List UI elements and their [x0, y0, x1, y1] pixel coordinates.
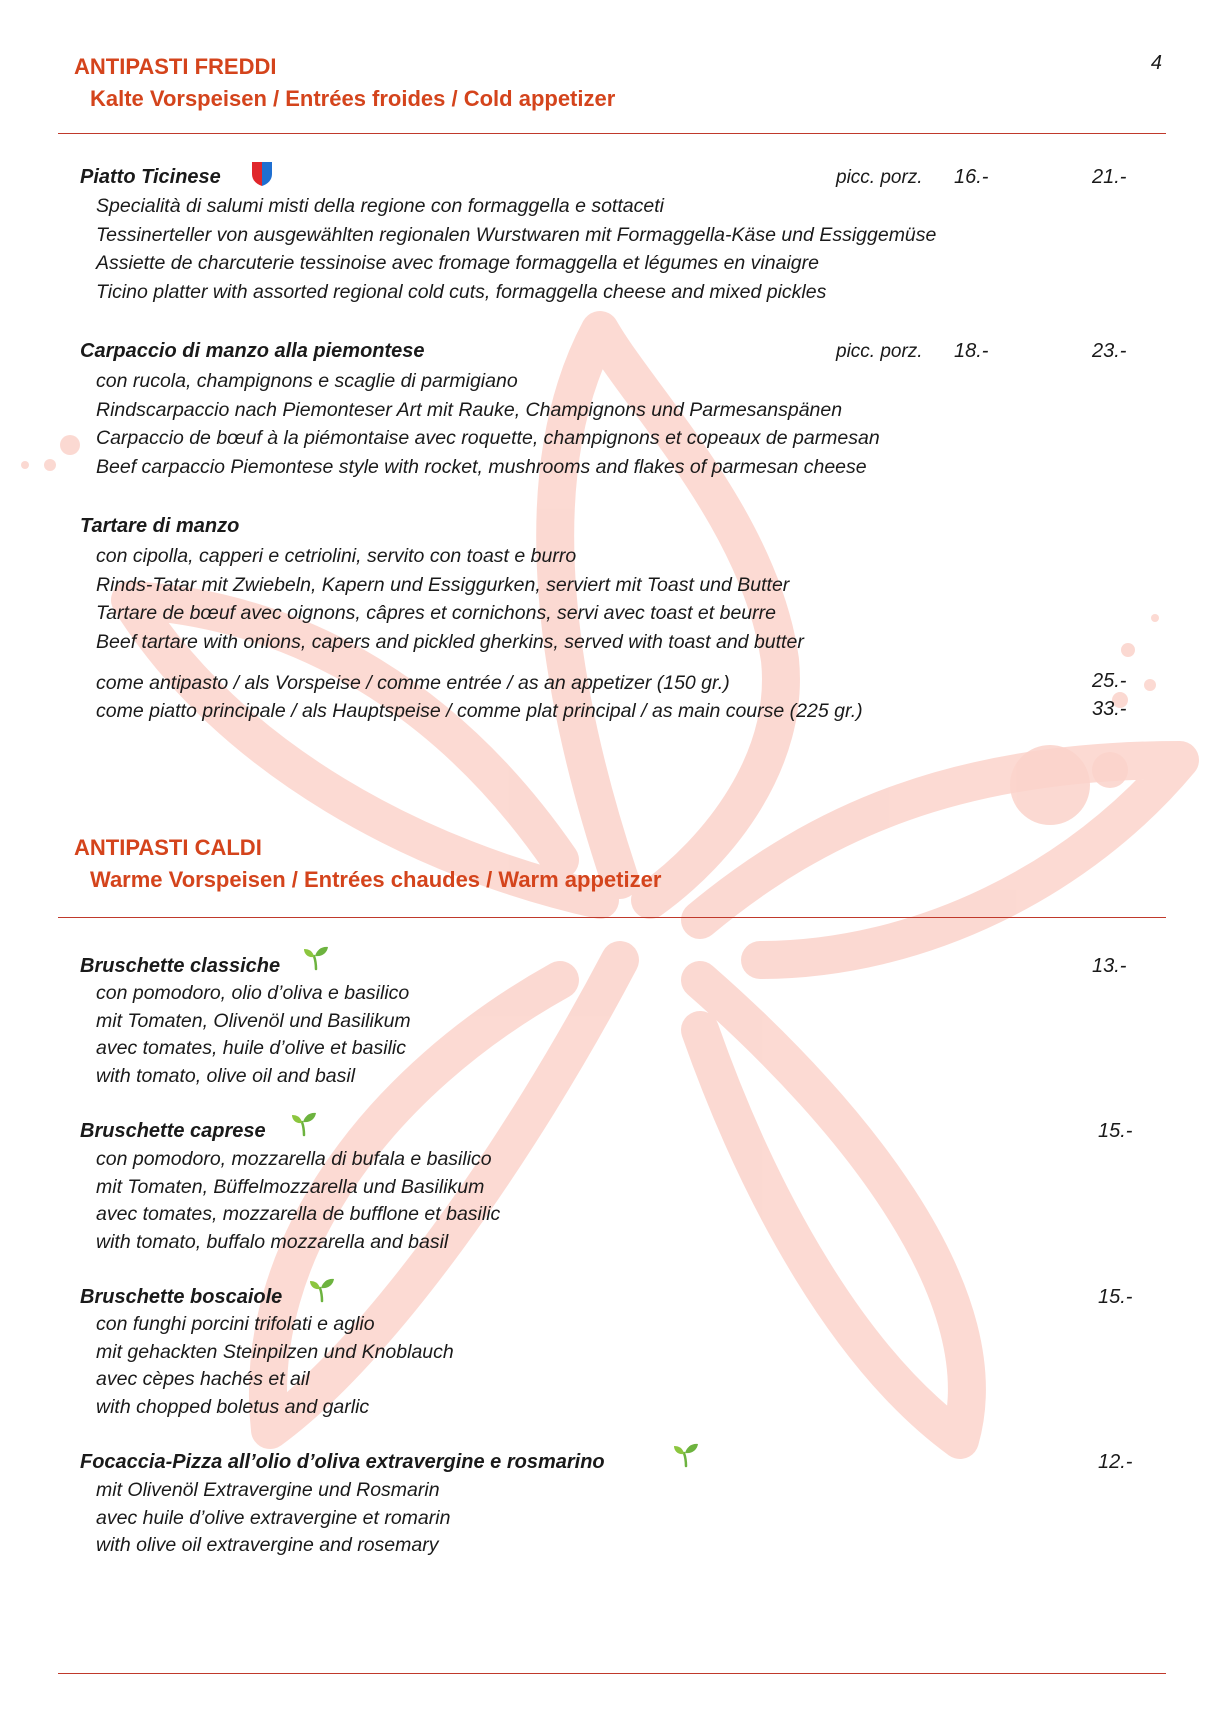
- dish-name: Bruschette caprese: [80, 1120, 266, 1142]
- divider: [58, 133, 1166, 134]
- desc-line: Beef carpaccio Piemontese style with rocket, mushrooms and flakes of parmesan cheese: [96, 455, 867, 478]
- desc-line: con rucola, champignons e scaglie di parmigiano: [96, 370, 518, 392]
- price: 25.-: [1092, 670, 1127, 692]
- dish-description: [96, 542, 804, 656]
- desc-line: mit Tomaten, Olivenöl und Basilikum: [96, 1009, 411, 1032]
- price: 15.-: [1098, 1120, 1133, 1142]
- price: 21.-: [1092, 166, 1127, 188]
- small-portion-label: picc. porz.: [836, 167, 923, 188]
- desc-line: avec tomates, mozzarella de bufflone et basilic: [96, 1203, 501, 1225]
- desc-line: Rindscarpaccio nach Piemonteser Art mit Rauke, Champignons und Parmesanspänen: [96, 398, 843, 421]
- dish-description: [96, 367, 880, 481]
- section-title-warm: ANTIPASTI CALDI: [74, 835, 262, 860]
- small-portion-label: picc. porz.: [836, 341, 923, 362]
- ticino-shield-icon: [250, 160, 274, 188]
- desc-line: con funghi porcini trifolati e aglio: [96, 1313, 375, 1335]
- dish-name: Carpaccio di manzo alla piemontese: [80, 340, 425, 362]
- dish-name: Bruschette classiche: [80, 955, 281, 977]
- dish-description: [96, 1146, 500, 1256]
- desc-line: Rinds-Tatar mit Zwiebeln, Kapern und Essiggurken, serviert mit Toast und Butter: [96, 573, 790, 596]
- vegetarian-sprout-icon: [290, 1111, 318, 1137]
- desc-line: mit gehackten Steinpilzen und Knoblauch: [96, 1340, 454, 1363]
- desc-line: avec cèpes hachés et ail: [96, 1368, 310, 1390]
- price: 13.-: [1092, 955, 1127, 977]
- desc-line: Beef tartare with onions, capers and pickled gherkins, served with toast and butter: [96, 630, 804, 653]
- desc-line: Carpaccio de bœuf à la piémontaise avec roquette, champignons et copeaux de parmesan: [96, 427, 880, 449]
- price: 23.-: [1092, 340, 1127, 362]
- page-number: 4: [1150, 52, 1162, 74]
- dish-name: Tartare di manzo: [80, 515, 240, 537]
- dish-description: [96, 1311, 454, 1421]
- portion-option: come piatto principale / als Hauptspeise / comme plat principal / as main course (225 gr.): [96, 700, 863, 722]
- desc-line: avec huile d’olive extravergine et romarin: [96, 1506, 451, 1529]
- dish-name: Bruschette boscaiole: [80, 1286, 283, 1308]
- price: 33.-: [1092, 698, 1127, 720]
- price-small: 18.-: [954, 340, 989, 362]
- desc-line: con cipolla, capperi e cetriolini, servito con toast e burro: [96, 545, 577, 567]
- desc-line: con pomodoro, mozzarella di bufala e basilico: [96, 1148, 492, 1170]
- dish-description: [96, 980, 411, 1090]
- desc-line: with chopped boletus and garlic: [96, 1395, 370, 1418]
- portion-option: come antipasto / als Vorspeise / comme entrée / as an appetizer (150 gr.): [96, 672, 730, 694]
- desc-line: Assiette de charcuterie tessinoise avec fromage formaggella et légumes en vinaigre: [96, 252, 819, 274]
- vegetarian-sprout-icon: [302, 945, 330, 971]
- section-subtitle-cold: Kalte Vorspeisen / Entrées froides / Cold appetizer: [90, 86, 616, 111]
- divider: [58, 917, 1166, 918]
- desc-line: Tessinerteller von ausgewählten regionalen Wurstwaren mit Formaggella-Käse und Essiggemüse: [96, 223, 937, 246]
- desc-line: con pomodoro, olio d’oliva e basilico: [96, 982, 410, 1004]
- dish-name: Focaccia-Pizza all’olio d’oliva extravergine e rosmarino: [80, 1451, 605, 1473]
- desc-line: Ticino platter with assorted regional cold cuts, formaggella cheese and mixed pickles: [96, 280, 827, 303]
- vegetarian-sprout-icon: [672, 1442, 700, 1468]
- section-subtitle-warm: Warme Vorspeisen / Entrées chaudes / Warm appetizer: [90, 867, 662, 892]
- desc-line: mit Olivenöl Extravergine und Rosmarin: [96, 1479, 440, 1501]
- dish-description: [96, 1477, 450, 1560]
- dish-name: Piatto Ticinese: [80, 166, 221, 188]
- price: 15.-: [1098, 1286, 1133, 1308]
- divider: [58, 1673, 1166, 1674]
- dish-description: [96, 192, 936, 306]
- desc-line: with tomato, olive oil and basil: [96, 1064, 356, 1087]
- vegetarian-sprout-icon: [308, 1277, 336, 1303]
- desc-line: mit Tomaten, Büffelmozzarella und Basilikum: [96, 1175, 485, 1198]
- desc-line: with olive oil extravergine and rosemary: [96, 1534, 439, 1556]
- price-small: 16.-: [954, 166, 989, 188]
- desc-line: Tartare de bœuf avec oignons, câpres et cornichons, servi avec toast et beurre: [96, 602, 776, 624]
- desc-line: avec tomates, huile d’olive et basilic: [96, 1037, 406, 1059]
- section-title-cold: ANTIPASTI FREDDI: [74, 54, 277, 79]
- desc-line: Specialità di salumi misti della regione con formaggella e sottaceti: [96, 195, 664, 217]
- price: 12.-: [1098, 1451, 1133, 1473]
- desc-line: with tomato, buffalo mozzarella and basil: [96, 1230, 449, 1253]
